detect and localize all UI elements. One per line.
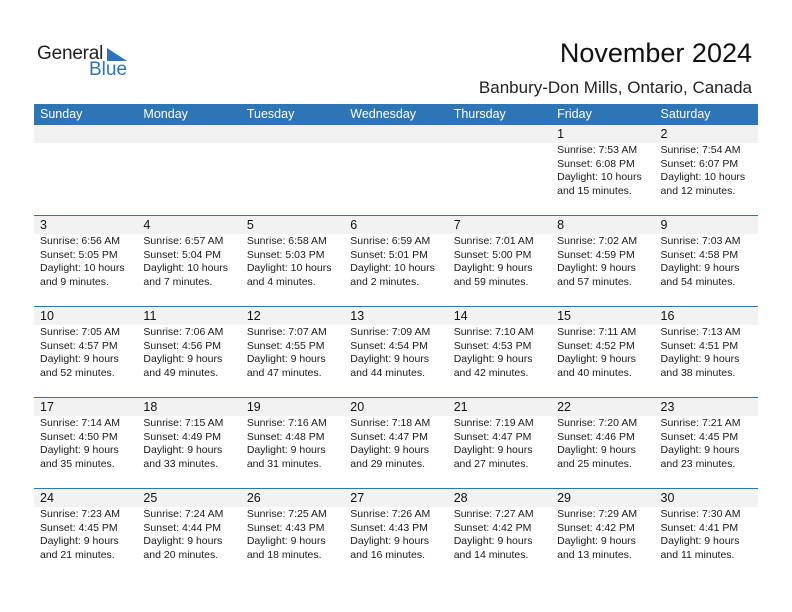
sunrise-text: Sunrise: 7:11 AM [557, 326, 637, 338]
sunrise-text: Sunrise: 7:07 AM [246, 326, 327, 338]
minutes-text: and 33 minutes. [143, 457, 219, 470]
daylight-text: Daylight: 9 hours [246, 353, 326, 366]
minutes-text: and 27 minutes. [453, 457, 529, 470]
sun-info [344, 325, 447, 380]
sun-info [34, 416, 137, 471]
week-row [34, 488, 758, 579]
sun-info [137, 507, 240, 562]
day-number: 1 [551, 125, 654, 143]
sunrise-text: Sunrise: 7:10 AM [453, 326, 534, 338]
sun-info [655, 507, 758, 562]
sunset-text: Sunset: 4:50 PM [40, 430, 118, 443]
daylight-text: Daylight: 9 hours [557, 444, 636, 457]
day-cell [448, 307, 551, 397]
day-cell [655, 307, 758, 397]
sun-info [34, 234, 137, 289]
day-number: 14 [448, 307, 551, 325]
day-cell [241, 489, 344, 579]
sunset-text: Sunset: 4:45 PM [40, 521, 118, 534]
day-cell [34, 216, 137, 306]
sunset-text: Sunset: 6:08 PM [557, 157, 635, 170]
sunset-text: Sunset: 4:46 PM [557, 430, 635, 443]
minutes-text: and 40 minutes. [557, 366, 632, 379]
sunrise-text: Sunrise: 7:24 AM [143, 508, 224, 520]
sunset-text: Sunset: 4:45 PM [660, 430, 739, 443]
sunset-text: Sunset: 4:58 PM [660, 248, 739, 261]
week-row [34, 397, 758, 488]
daylight-text: Daylight: 9 hours [453, 535, 533, 548]
minutes-text: and 2 minutes. [350, 275, 420, 288]
sun-info [241, 416, 344, 471]
day-cell [344, 125, 447, 215]
sun-info [34, 507, 137, 562]
sunrise-text: Sunrise: 7:18 AM [350, 417, 431, 429]
minutes-text: and 35 minutes. [40, 457, 115, 470]
sunrise-text: Sunrise: 6:57 AM [143, 235, 224, 247]
weekday-sunday: Sunday [40, 107, 83, 121]
day-cell [344, 307, 447, 397]
sunset-text: Sunset: 5:01 PM [350, 248, 428, 261]
sun-info [448, 416, 551, 471]
sun-info [448, 507, 551, 562]
sunset-text: Sunset: 5:04 PM [143, 248, 222, 261]
day-number: 4 [137, 216, 240, 234]
sunrise-text: Sunrise: 7:05 AM [40, 326, 120, 338]
day-number: 19 [241, 398, 344, 416]
daylight-text: Daylight: 9 hours [453, 444, 533, 457]
minutes-text: and 15 minutes. [557, 184, 632, 197]
day-number: 10 [34, 307, 137, 325]
day-cell [448, 398, 551, 488]
day-number: 22 [551, 398, 654, 416]
minutes-text: and 9 minutes. [40, 275, 109, 288]
sunrise-text: Sunrise: 7:26 AM [350, 508, 431, 520]
sunset-text: Sunset: 4:44 PM [143, 521, 222, 534]
day-number: 12 [241, 307, 344, 325]
day-number: 11 [137, 307, 240, 325]
day-cell [137, 398, 240, 488]
day-number: 30 [655, 489, 758, 507]
sun-info [241, 234, 344, 289]
daylight-text: Daylight: 10 hours [246, 262, 332, 275]
day-number: 9 [655, 216, 758, 234]
sun-info [551, 234, 654, 289]
minutes-text: and 29 minutes. [350, 457, 425, 470]
minutes-text: and 47 minutes. [246, 366, 322, 379]
daylight-text: Daylight: 10 hours [40, 262, 125, 275]
week-row [34, 306, 758, 397]
daylight-text: Daylight: 9 hours [350, 353, 430, 366]
day-number [137, 125, 240, 143]
sunset-text: Sunset: 4:56 PM [143, 339, 222, 352]
day-cell [551, 489, 654, 579]
day-cell [34, 307, 137, 397]
sun-info [344, 143, 447, 144]
day-number: 7 [448, 216, 551, 234]
minutes-text: and 38 minutes. [660, 366, 736, 379]
sun-info [448, 325, 551, 380]
sun-info [551, 507, 654, 562]
daylight-text: Daylight: 9 hours [453, 353, 533, 366]
minutes-text: and 18 minutes. [246, 548, 322, 561]
day-cell [655, 489, 758, 579]
day-cell [344, 489, 447, 579]
day-number: 6 [344, 216, 447, 234]
day-number [344, 125, 447, 143]
weekday-saturday: Saturday [660, 107, 711, 121]
minutes-text: and 11 minutes. [660, 548, 735, 561]
daylight-text: Daylight: 9 hours [660, 444, 740, 457]
day-number: 25 [137, 489, 240, 507]
day-number: 17 [34, 398, 137, 416]
minutes-text: and 21 minutes. [40, 548, 115, 561]
daylight-text: Daylight: 9 hours [557, 535, 636, 548]
daylight-text: Daylight: 9 hours [40, 444, 119, 457]
minutes-text: and 31 minutes. [246, 457, 322, 470]
sun-info [655, 143, 758, 198]
sunset-text: Sunset: 4:52 PM [557, 339, 635, 352]
minutes-text: and 13 minutes. [557, 548, 632, 561]
weekday-thursday: Thursday [453, 107, 506, 121]
daylight-text: Daylight: 9 hours [660, 262, 740, 275]
sun-info [241, 143, 344, 144]
daylight-text: Daylight: 9 hours [557, 262, 636, 275]
weekday-friday: Friday [557, 107, 592, 121]
day-number: 13 [344, 307, 447, 325]
page-title: November 2024 [559, 38, 752, 68]
day-cell [448, 125, 551, 215]
day-cell [344, 216, 447, 306]
day-number: 3 [34, 216, 137, 234]
day-cell [655, 216, 758, 306]
minutes-text: and 7 minutes. [143, 275, 213, 288]
day-cell [448, 489, 551, 579]
minutes-text: and 42 minutes. [453, 366, 529, 379]
week-row [34, 125, 758, 215]
day-number [448, 125, 551, 143]
day-number: 2 [655, 125, 758, 143]
sunset-text: Sunset: 4:41 PM [660, 521, 739, 534]
sunset-text: Sunset: 4:48 PM [246, 430, 325, 443]
daylight-text: Daylight: 9 hours [557, 353, 636, 366]
day-number: 21 [448, 398, 551, 416]
day-number: 23 [655, 398, 758, 416]
sunset-text: Sunset: 5:03 PM [246, 248, 325, 261]
sunset-text: Sunset: 5:05 PM [40, 248, 118, 261]
minutes-text: and 12 minutes. [660, 184, 736, 197]
weekday-header-row [34, 104, 758, 125]
sunrise-text: Sunrise: 6:58 AM [246, 235, 327, 247]
sunset-text: Sunset: 4:43 PM [246, 521, 325, 534]
sunset-text: Sunset: 4:53 PM [453, 339, 532, 352]
sun-info [241, 507, 344, 562]
minutes-text: and 54 minutes. [660, 275, 736, 288]
daylight-text: Daylight: 9 hours [143, 444, 223, 457]
day-cell [551, 398, 654, 488]
minutes-text: and 4 minutes. [246, 275, 316, 288]
sun-info [137, 416, 240, 471]
weekday-monday: Monday [143, 107, 188, 121]
sunset-text: Sunset: 4:55 PM [246, 339, 325, 352]
generalblue-logo [37, 43, 137, 83]
sun-info [344, 507, 447, 562]
sunset-text: Sunset: 4:57 PM [40, 339, 118, 352]
day-number: 15 [551, 307, 654, 325]
sunrise-text: Sunrise: 7:06 AM [143, 326, 224, 338]
sun-info [137, 325, 240, 380]
sunrise-text: Sunrise: 7:15 AM [143, 417, 224, 429]
sunset-text: Sunset: 6:07 PM [660, 157, 739, 170]
sunrise-text: Sunrise: 7:54 AM [660, 144, 741, 156]
sun-info [551, 143, 654, 198]
daylight-text: Daylight: 9 hours [453, 262, 533, 275]
sunrise-text: Sunrise: 7:30 AM [660, 508, 741, 520]
day-cell [241, 307, 344, 397]
sunrise-text: Sunrise: 7:09 AM [350, 326, 431, 338]
sunrise-text: Sunrise: 7:19 AM [453, 417, 534, 429]
daylight-text: Daylight: 9 hours [660, 353, 740, 366]
sunrise-text: Sunrise: 7:13 AM [660, 326, 741, 338]
sunrise-text: Sunrise: 7:16 AM [246, 417, 327, 429]
sunset-text: Sunset: 4:47 PM [453, 430, 532, 443]
sunset-text: Sunset: 4:51 PM [660, 339, 739, 352]
minutes-text: and 44 minutes. [350, 366, 425, 379]
day-number: 8 [551, 216, 654, 234]
sun-info [137, 143, 240, 144]
day-number [241, 125, 344, 143]
daylight-text: Daylight: 10 hours [660, 171, 746, 184]
daylight-text: Daylight: 9 hours [246, 535, 326, 548]
day-cell [551, 125, 654, 215]
daylight-text: Daylight: 9 hours [143, 535, 223, 548]
logo-word-blue: Blue [89, 59, 128, 80]
sun-info [655, 234, 758, 289]
day-cell [34, 489, 137, 579]
sunrise-text: Sunrise: 7:25 AM [246, 508, 327, 520]
sunrise-text: Sunrise: 7:03 AM [660, 235, 741, 247]
day-cell [655, 398, 758, 488]
sunrise-text: Sunrise: 7:21 AM [660, 417, 741, 429]
sunset-text: Sunset: 4:54 PM [350, 339, 428, 352]
daylight-text: Daylight: 10 hours [557, 171, 642, 184]
day-cell [137, 125, 240, 215]
sunrise-text: Sunrise: 7:20 AM [557, 417, 638, 429]
sunrise-text: Sunrise: 6:56 AM [40, 235, 120, 247]
daylight-text: Daylight: 9 hours [660, 535, 740, 548]
sunrise-text: Sunrise: 7:53 AM [557, 144, 638, 156]
day-cell [551, 307, 654, 397]
day-cell [241, 398, 344, 488]
sun-info [655, 325, 758, 380]
week-row [34, 215, 758, 306]
day-number: 24 [34, 489, 137, 507]
minutes-text: and 25 minutes. [557, 457, 632, 470]
day-cell [241, 216, 344, 306]
day-number [34, 125, 137, 143]
day-number: 27 [344, 489, 447, 507]
daylight-text: Daylight: 9 hours [350, 444, 430, 457]
weekday-tuesday: Tuesday [246, 107, 295, 121]
day-number: 5 [241, 216, 344, 234]
sun-info [448, 143, 551, 144]
sun-info [344, 234, 447, 289]
day-number: 18 [137, 398, 240, 416]
sunrise-text: Sunrise: 7:02 AM [557, 235, 638, 247]
daylight-text: Daylight: 9 hours [143, 353, 223, 366]
day-number: 29 [551, 489, 654, 507]
sunset-text: Sunset: 4:43 PM [350, 521, 428, 534]
day-cell [137, 489, 240, 579]
daylight-text: Daylight: 9 hours [350, 535, 430, 548]
day-number: 26 [241, 489, 344, 507]
sunrise-text: Sunrise: 7:14 AM [40, 417, 120, 429]
sun-info [448, 234, 551, 289]
sunset-text: Sunset: 4:42 PM [557, 521, 635, 534]
day-number: 16 [655, 307, 758, 325]
daylight-text: Daylight: 9 hours [40, 353, 119, 366]
sun-info [655, 416, 758, 471]
sunset-text: Sunset: 4:42 PM [453, 521, 532, 534]
day-cell [137, 216, 240, 306]
sun-info [34, 325, 137, 380]
day-cell [137, 307, 240, 397]
sunset-text: Sunset: 4:49 PM [143, 430, 222, 443]
location-subtitle: Banbury-Don Mills, Ontario, Canada [478, 78, 752, 97]
minutes-text: and 49 minutes. [143, 366, 219, 379]
logo-word-general: General [37, 43, 104, 64]
sunrise-text: Sunrise: 7:01 AM [453, 235, 534, 247]
day-cell [344, 398, 447, 488]
daylight-text: Daylight: 9 hours [246, 444, 326, 457]
daylight-text: Daylight: 9 hours [40, 535, 119, 548]
sun-info [241, 325, 344, 380]
minutes-text: and 16 minutes. [350, 548, 425, 561]
sun-info [344, 416, 447, 471]
minutes-text: and 23 minutes. [660, 457, 736, 470]
day-number: 20 [344, 398, 447, 416]
day-cell [241, 125, 344, 215]
minutes-text: and 52 minutes. [40, 366, 115, 379]
sun-info [551, 325, 654, 380]
daylight-text: Daylight: 10 hours [350, 262, 435, 275]
sunrise-text: Sunrise: 7:29 AM [557, 508, 638, 520]
calendar-grid [34, 104, 758, 579]
minutes-text: and 14 minutes. [453, 548, 529, 561]
minutes-text: and 59 minutes. [453, 275, 529, 288]
day-cell [34, 398, 137, 488]
minutes-text: and 57 minutes. [557, 275, 632, 288]
sunrise-text: Sunrise: 7:27 AM [453, 508, 534, 520]
day-cell [34, 125, 137, 215]
sunrise-text: Sunrise: 7:23 AM [40, 508, 120, 520]
day-number: 28 [448, 489, 551, 507]
daylight-text: Daylight: 10 hours [143, 262, 229, 275]
sunrise-text: Sunrise: 6:59 AM [350, 235, 431, 247]
sun-info [34, 143, 137, 144]
weekday-wednesday: Wednesday [350, 107, 417, 121]
day-cell [551, 216, 654, 306]
sunset-text: Sunset: 4:47 PM [350, 430, 428, 443]
sunset-text: Sunset: 4:59 PM [557, 248, 635, 261]
sunset-text: Sunset: 5:00 PM [453, 248, 532, 261]
minutes-text: and 20 minutes. [143, 548, 219, 561]
sun-info [551, 416, 654, 471]
sun-info [137, 234, 240, 289]
day-cell [448, 216, 551, 306]
day-cell [655, 125, 758, 215]
